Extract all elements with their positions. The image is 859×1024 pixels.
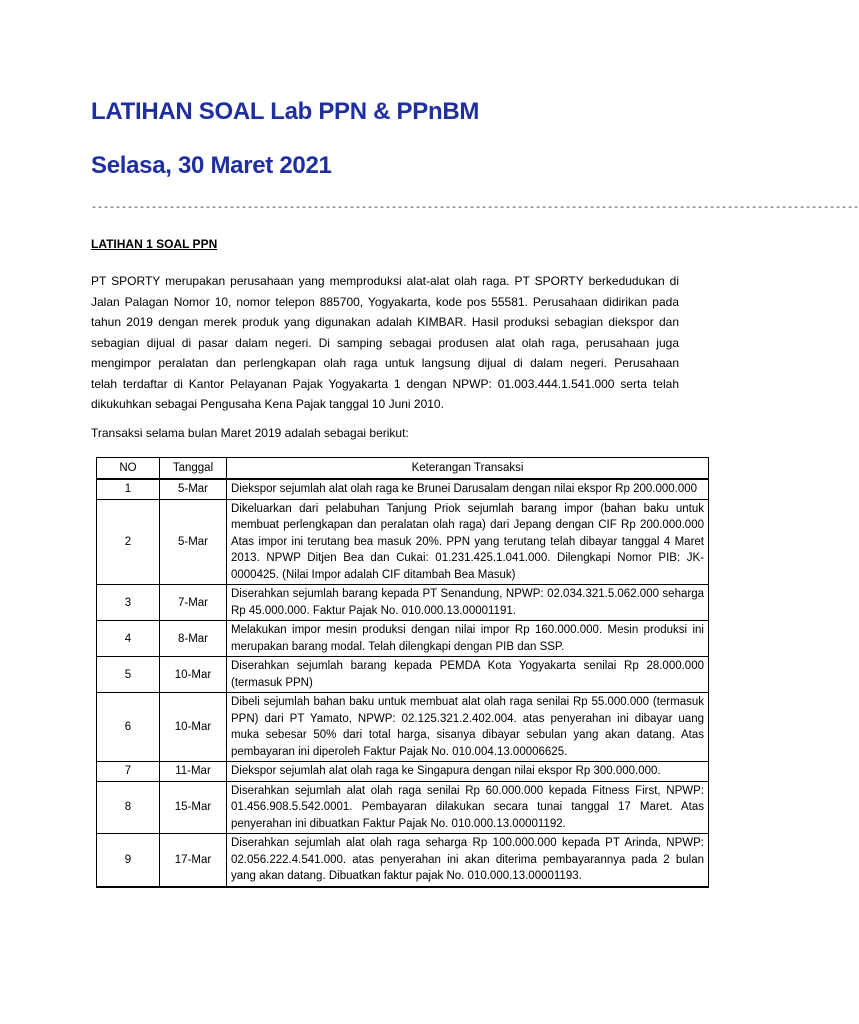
- cell-date: 11-Mar: [160, 762, 227, 782]
- cell-date: 10-Mar: [160, 693, 227, 762]
- header-description: Keterangan Transaksi: [227, 458, 709, 480]
- cell-date: 10-Mar: [160, 657, 227, 693]
- intro-line: mengimpor peralatan dan perlengkapan olah raga untuk langsung dijual di dalam negeri. Perusahaan: [91, 356, 679, 370]
- cell-date: 5-Mar: [160, 479, 227, 499]
- table-row: [97, 621, 709, 657]
- table-header-row: [97, 458, 709, 480]
- cell-no: 4: [97, 621, 160, 657]
- transactions-table: [96, 457, 709, 888]
- cell-date: 5-Mar: [160, 499, 227, 585]
- cell-description: Melakukan impor mesin produksi dengan nilai impor Rp 160.000.000. Mesin produksi ini merupakan barang modal. Telah dilengkapi dengan PIB dan SSP.: [227, 621, 709, 657]
- cell-description: Diekspor sejumlah alat olah raga ke Brunei Darusalam dengan nilai ekspor Rp 200.000.000: [227, 479, 709, 499]
- page-title: LATIHAN SOAL Lab PPN & PPnBM: [91, 98, 480, 125]
- intro-line: sebagian dijual di pasar dalam negeri. Di samping sebagai produsen alat olah raga, perusahaan juga: [91, 335, 679, 350]
- cell-no: 1: [97, 479, 160, 499]
- intro-line: telah terdaftar di Kantor Pelayanan Pajak Yogyakarta 1 dengan NPWP: 01.003.444.1.541.000 serta telah: [91, 376, 679, 391]
- cell-no: 6: [97, 693, 160, 762]
- intro-line: PT SPORTY merupakan perusahaan yang memproduksi alat-alat olah raga. PT SPORTY berkedudukan di: [91, 274, 679, 288]
- table-row: [97, 693, 709, 762]
- table-row: [97, 781, 709, 834]
- header-date: Tanggal: [160, 458, 227, 480]
- cell-date: 7-Mar: [160, 585, 227, 621]
- cell-no: 8: [97, 781, 160, 834]
- cell-description: Dibeli sejumlah bahan baku untuk membuat alat olah raga senilai Rp 55.000.000 (termasuk PPN) dari PT Yamato, NPWP: 02.125.321.2.402.004. atas penyerahan ini dibayar uang muka sebesar 50% dari total harga, sisanya dibayar sebulan yang akan datang. Atas pembayaran ini diperoleh Faktur Pajak No. 010.004.13.00006625.: [227, 693, 709, 762]
- cell-description: Diserahkan sejumlah barang kepada PEMDA Kota Yogyakarta senilai Rp 28.000.000 (termasuk PPN): [227, 657, 709, 693]
- section-heading: LATIHAN 1 SOAL PPN: [91, 237, 218, 251]
- intro-paragraph: [91, 271, 679, 415]
- cell-description: Diekspor sejumlah alat olah raga ke Singapura dengan nilai ekspor Rp 300.000.000.: [227, 762, 709, 782]
- cell-description: Diserahkan sejumlah alat olah raga seharga Rp 100.000.000 kepada PT Arinda, NPWP: 02.056.222.4.541.000. atas penyerahan ini akan diterima pembayarannya pada 2 bulan yang akan datang. Dibuatkan faktur pajak No. 010.000.13.00001193.: [227, 834, 709, 887]
- table-row: [97, 834, 709, 887]
- cell-date: 8-Mar: [160, 621, 227, 657]
- cell-no: 7: [97, 762, 160, 782]
- cell-description: Diserahkan sejumlah barang kepada PT Senandung, NPWP: 02.034.321.5.062.000 seharga Rp 45.000.000. Faktur Pajak No. 010.000.13.00001191.: [227, 585, 709, 621]
- cell-date: 15-Mar: [160, 781, 227, 834]
- cell-description: Dikeluarkan dari pelabuhan Tanjung Priok sejumlah barang impor (bahan baku untuk membuat perlengkapan dan peralatan olah raga) dari Jepang dengan CIF Rp 200.000.000 Atas impor ini terutang bea masuk 20%. PPN yang terutang telah dibayar tanggal 4 Maret 2013. NPWP Ditjen Bea dan Cukai: 01.231.425.1.041.000. Dilengkapi Nomor PIB: JK-0000425. (Nilai Impor adalah CIF ditambah Bea Masuk): [227, 499, 709, 585]
- intro-line: dikukuhkan sebagai Pengusaha Kena Pajak tanggal 10 Juni 2010.: [91, 397, 444, 411]
- table-row: [97, 657, 709, 693]
- table-row: [97, 499, 709, 585]
- cell-no: 2: [97, 499, 160, 585]
- cell-date: 17-Mar: [160, 834, 227, 887]
- cell-description: Diserahkan sejumlah alat olah raga senilai Rp 60.000.000 kepada Fitness First, NPWP: 01.456.908.5.542.0001. Pembayaran dilakukan secara tunai tanggal 17 Maret. Atas penyerahan ini dibuatkan Faktur Pajak No. 010.000.13.00001192.: [227, 781, 709, 834]
- dashed-divider: --------------------------------------------------------------------------------------------------------------------------------: [91, 203, 859, 214]
- cell-no: 5: [97, 657, 160, 693]
- transactions-lead-text: Transaksi selama bulan Maret 2019 adalah sebagai berikut:: [91, 426, 409, 440]
- cell-no: 3: [97, 585, 160, 621]
- table-row: [97, 585, 709, 621]
- header-no: NO: [97, 458, 160, 480]
- table-row: [97, 762, 709, 782]
- page-subtitle-date: Selasa, 30 Maret 2021: [91, 152, 332, 179]
- intro-line: tahun 2019 dengan merek produk yang digunakan adalah KIMBAR. Hasil produksi sebagian diekspor dan: [91, 315, 679, 329]
- table-row: [97, 479, 709, 499]
- intro-line: Jalan Palagan Nomor 10, nomor telepon 885700, Yogyakarta, kode pos 55581. Perusahaan didirikan pada: [91, 294, 679, 309]
- cell-no: 9: [97, 834, 160, 887]
